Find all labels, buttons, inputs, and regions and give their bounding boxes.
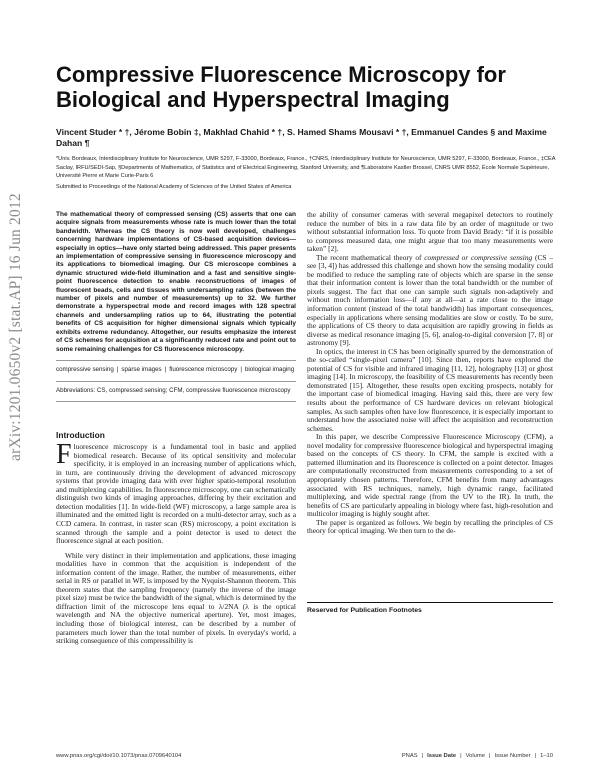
footer-separator: | [488,753,491,759]
keyword-separator: | [116,365,119,373]
doi-link[interactable]: www.pnas.org/cgi/doi/10.1073/pnas.0709640104 [56,753,182,759]
divider [56,360,296,361]
right-column [307,211,553,536]
keyword-separator: | [240,365,242,373]
intro-paragraph-text: luorescence microscopy is a fundamental tool in basic and applied biomedical research. Because of its optical sensitivity and molecular specificity, it is employed in an increasing number of applications which, in turn, are continuously driving the development of advanced microscopy systems that provide imaging data with ever higher spatio-temporal resolution and multiplexing capabilities. In fluorescence microscopy, one can schematically distinguish two kinds of imaging approaches, differing by their excitation and detection modalities [1]. In wide-field (WF) microscopy, a large sample area is illuminated and the emitted light is recorded on a multi-detector array, such as a CCD camera. In contrast, in raster scan (RS) microscopy, a point excitation is scanned through the sample and a point detector is used to detect the fluorescence signal at each position. [56,442,296,546]
body-paragraph: the ability of consumer cameras with several megapixel detectors to routinely reduce the number of bits in a raw data file by an order of magnitude or two without substantial information loss. To quote from David Brady: “if it is possible to compress measured data, one might argue that too many measurements were taken” [2]. [307,210,553,254]
intro-paragraph [56,439,296,546]
divider [56,401,296,402]
submission-note: Submitted to Proceedings of the National Academy of Sciences of the United States of America [56,184,292,190]
body-paragraph [307,254,553,348]
volume: Volume [465,753,485,759]
body-paragraph: In this paper, we describe Compressive Fluorescence Microscopy (CFM), a novel modality for compressive fluorescence biological and hyperspectral imaging based on the concepts of CS theory. In CFM, the sample is excited with a patterned illumination and its fluorescence is collected on a point detector. Images are computationally reconstructed from measurements corresponding to a set of appropriately chosen patterns. Therefore, CFM benefits from many advantages associated with RS techniques, namely, high dynamic range, facilitated multiplexing, and wide spectral range (from the UV to the IR). In truth, the benefits of CS are particularly appealing in biology where fast, high-resolution and multicolor imaging is highly sought after. [307,432,553,519]
left-column [56,211,296,646]
keyword: biological imaging [244,365,295,373]
keyword: fluorescence microscopy [169,365,238,373]
affiliations: *Univ. Bordeaux, Interdisciplinary Institute for Neuroscience, UMR 5297, F-33000, Bordeaux, France., †CNRS, Interdisciplinary Institute for Neuroscience, UMR 5297, F-33000, Bordeaux, France., ‡CEA Saclay, IRFU/SEDI-Sap, §Departments of Mathematics, of Statistics and of Electrical Engineering, Stanford University, and ¶Laboratoire Kastler Brossel, CNRS UMR 8552, École Normale Supérieure, Université Pierre et Marie Curie-Paris 6 [56,156,556,180]
abstract: The mathematical theory of compressed sensing (CS) asserts that one can acquire signals from measurements whose rate is much lower than the total bandwidth. Whereas the CS theory is now well developed, challenges concerning hardware implementations of CS-based acquisition devices—especially in optics—have only started being addressed. This paper presents an implementation of compressive sensing in fluorescence microscopy and its applications to biomedical imaging. Our CS microscope combines a dynamic structured wide-field illumination and a fast and sensitive single-point fluorescence detection to enable reconstructions of images of fluorescent beads, cells and tissues with undersampling ratios (between the number of pixels and number of measurements) up to 32. We further demonstrate a hyperspectral mode and record images with 128 spectral channels and undersampling ratios up to 64, illustrating the potential benefits of CS acquisition for higher dimensional signals which typically exhibits extreme redundancy. Altogether, our results emphasize the interest of CS schemes for acquisition at a significantly reduced rate and point out to some remaining challenges for CS fluorescence microscopy. [56,211,296,353]
running-footer [400,753,553,759]
footer-separator: | [534,753,537,759]
page-range: 1–10 [540,753,553,759]
intro-paragraph: While very distinct in their implementation and applications, these imaging modalities have in common that the acquisition is independent of the information content of the image. Rather, the number of measurements, either serial in RS or parallel in WF, is imposed by the Nyquist-Shannon theorem. This theorem states that the sampling frequency (namely the inverse of the image pixel size) must be twice the bandwidth of the signal, which is determined by the diffraction limit of the microscope lens equal to λ/2NA (λ is the optical wavelength and NA the objective numerical aperture). Yet, most images, including those of biological interest, can be described by a number of parameters much lower than the total number of pixels. In everyday's world, a striking consequence of this compressibility is [56,550,296,646]
body-text: (CS – see [3, 4]) has addressed this challenge and shown how the sensing modality could be modified to reduce the sampling rate of objects which are sparse in the sense that their information content is lower than the total bandwidth or the number of pixels suggest. The fact that one can sample such signals non-adaptively and without much information loss—if any at all—at a rate close to the image information content (instead of the total bandwidth) has important consequences, especially in applications where sensing modalities are slow or costly. To be sure, the applications of CS theory to data acquisition are rapidly growing in fields as diverse as medical resonance imaging [5, 6], analog-to-digital conversion [7, 8] or astronomy [9]. [307,252,553,348]
reserved-footnotes [307,602,553,614]
journal-name: PNAS [401,753,418,759]
emphasis-text: compressed or compressive sensing [424,252,533,262]
author-list: Vincent Studer * †, Jérome Bobin ‡, Makhlad Chahid * †, S. Hamed Shams Mousavi * †, Emmanuel Candes § and Maxime Dahan ¶ [56,127,547,148]
paper-title: Compressive Fluorescence Microscopy for Biological and Hyperspectral Imaging [56,62,506,112]
section-heading: Introduction [56,430,105,441]
drop-cap: F [56,439,72,471]
body-text: The recent mathematical theory of [316,252,425,262]
divider [56,381,296,382]
abbreviations: Abbreviations: CS, compressed sensing; CFM, compressive fluorescence microscopy [56,386,291,394]
keywords [56,365,296,375]
footer-separator: | [460,753,462,759]
keyword-separator: | [164,365,167,373]
divider [307,602,553,603]
footer-separator: | [421,753,424,759]
body-paragraph: In optics, the interest in CS has been originally spurred by the demonstration of the so-called “single-pixel camera” [10]. Since then, reports have explored the potential of CS for visible and infrared imaging [11, 12], holography [13] or ghost imaging [14]. In microscopy, the feasibility of CS measurements has recently been demonstrated [15]. Altogether, these results open exciting prospects, notably for the important case of biomedical imaging. Having said this, there are very few results about the performance of CS hardware devices on relevant biological samples. As such samples often have low fluorescence, it is especially important to understand how the associated noise will affect the acquisition and reconstruction schemes. [307,346,553,433]
keyword: sparse images [121,365,162,373]
keyword: compressive sensing [56,365,114,373]
reserved-footnotes-label: Reserved for Publication Footnotes [307,607,422,614]
arxiv-stamp: arXiv:1201.0650v2 [stat.AP] 16 Jun 2012 [7,193,24,461]
body-paragraph: The paper is organized as follows. We begin by recalling the principles of CS theory for optical imaging. We then turn to the de- [307,517,553,536]
issue-number: Issue Number [494,753,531,759]
issue-date: Issue Date [427,753,457,759]
